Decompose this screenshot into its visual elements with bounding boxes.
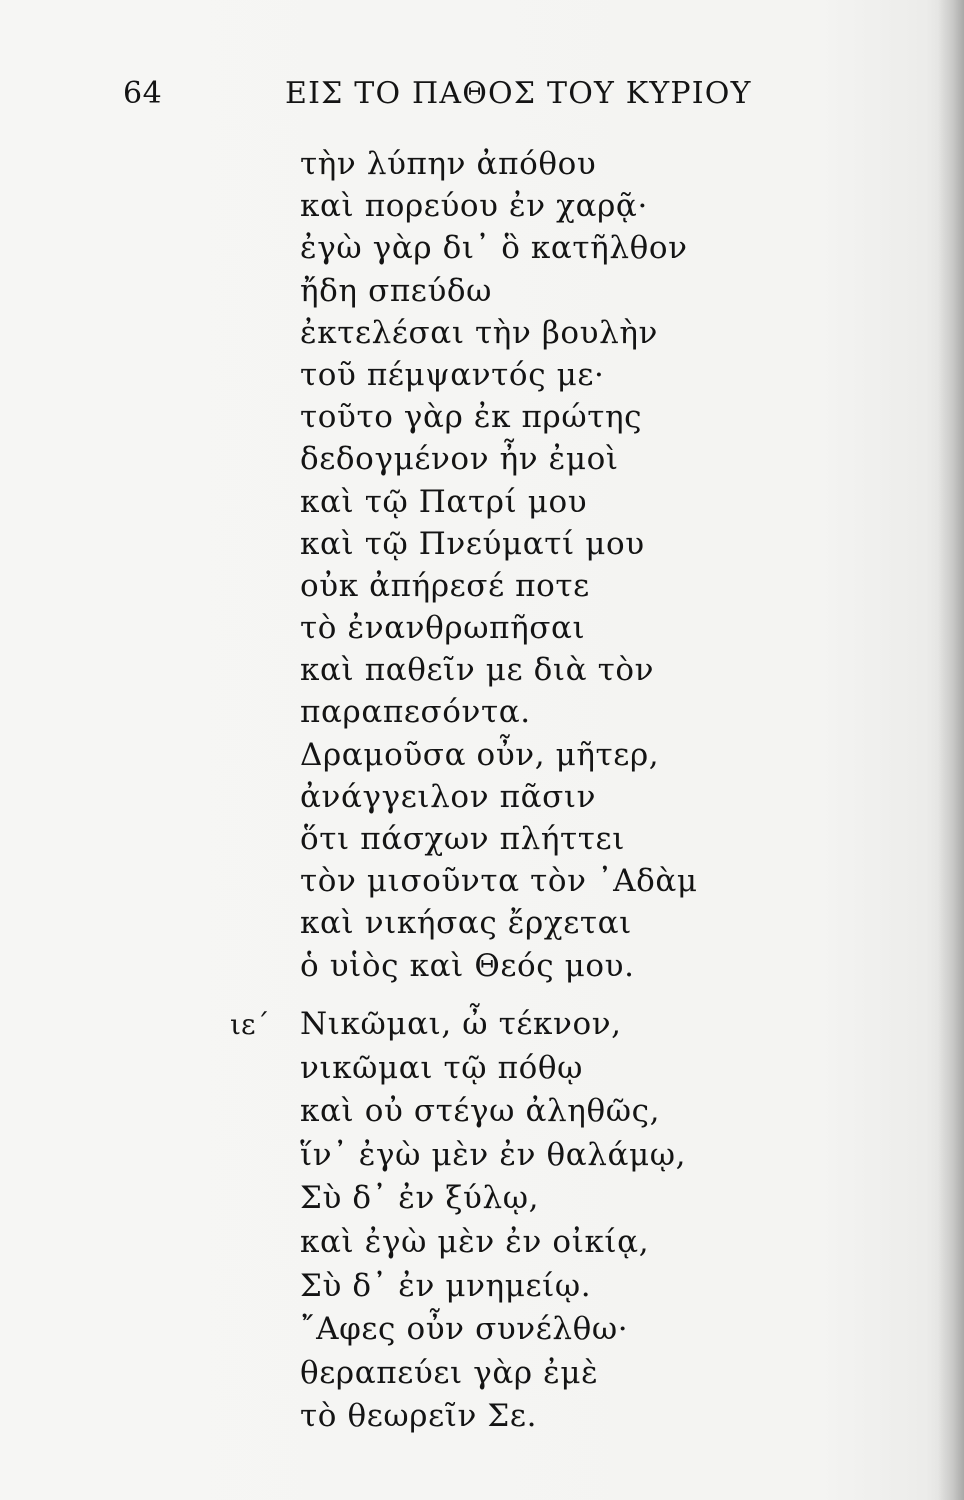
running-head: ΕΙΣ ΤΟ ΠΑΘΟΣ ΤΟΥ ΚΥΡΙΟΥ [285, 76, 752, 111]
page-header [0, 72, 964, 116]
verse-line: καὶ τῷ Πατρί μου [300, 483, 588, 520]
verse-line: παραπεσόντα. [300, 694, 531, 731]
verse-line: Σὺ δ᾽ ἐν ξύλῳ, [300, 1180, 540, 1217]
verse-line: ἐκτελέσαι τὴν βουλὴν [300, 314, 658, 351]
stanza-number: ιε´ [230, 1008, 270, 1041]
page-spine-shadow [938, 0, 964, 1500]
verse-line: ὁ υἱὸς καὶ Θεός μου. [300, 947, 635, 984]
verse-line: οὐκ ἀπήρεσέ ποτε [300, 567, 590, 604]
stanza-continued [300, 143, 698, 987]
verse-line: ἵν᾽ ἐγὼ μὲν ἐν θαλάμῳ, [300, 1136, 687, 1173]
verse-line: τὸ ἐνανθρωπῆσαι [300, 610, 586, 647]
verse-line: καὶ οὐ στέγω ἀληθῶς, [300, 1093, 661, 1130]
verse-line: δεδογμένον ἦν ἐμοὶ [300, 441, 619, 478]
verse-line: ὅτι πάσχων πλήττει [300, 821, 625, 857]
verse-line: καὶ τῷ Πνεύματί μου [300, 525, 645, 562]
verse-line: καὶ νικήσας ἔρχεται [300, 905, 632, 942]
verse-line: ἐγὼ γὰρ δι᾽ ὃ κατῆλθον [300, 230, 688, 267]
verse-line: καὶ πορεύου ἐν χαρᾷ· [300, 188, 648, 225]
verse-line: καὶ ἐγὼ μὲν ἐν οἰκίᾳ, [300, 1223, 650, 1260]
verse-line: ἤδη σπεύδω [300, 272, 493, 309]
verse-line: τὴν λύπην ἀπόθου [300, 146, 597, 182]
page-number: 64 [123, 76, 163, 111]
verse-line: Σὺ δ᾽ ἐν μνημείῳ. [300, 1267, 592, 1304]
verse-line: τὸ θεωρεῖν Σε. [300, 1398, 538, 1435]
verse-line: τὸν μισοῦντα τὸν ᾿Αδὰμ [300, 863, 698, 900]
stanza-15 [300, 1003, 686, 1439]
verse-line: καὶ παθεῖν με διὰ τὸν [300, 652, 655, 689]
verse-line: Νικῶμαι, ὦ τέκνον, [300, 1006, 622, 1042]
verse-line: Δραμοῦσα οὖν, μῆτερ, [300, 736, 660, 773]
verse-line: ἀνάγγειλον πᾶσιν [300, 778, 597, 815]
verse-line: τοῦ πέμψαντός με· [300, 356, 605, 393]
verse-line: θεραπεύει γὰρ ἐμὲ [300, 1354, 599, 1391]
verse-line: τοῦτο γὰρ ἐκ πρώτης [300, 399, 643, 436]
verse-line: νικῶμαι τῷ πόθῳ [300, 1049, 584, 1086]
verse-line: ῎Αφες οὖν συνέλθω· [300, 1311, 629, 1348]
